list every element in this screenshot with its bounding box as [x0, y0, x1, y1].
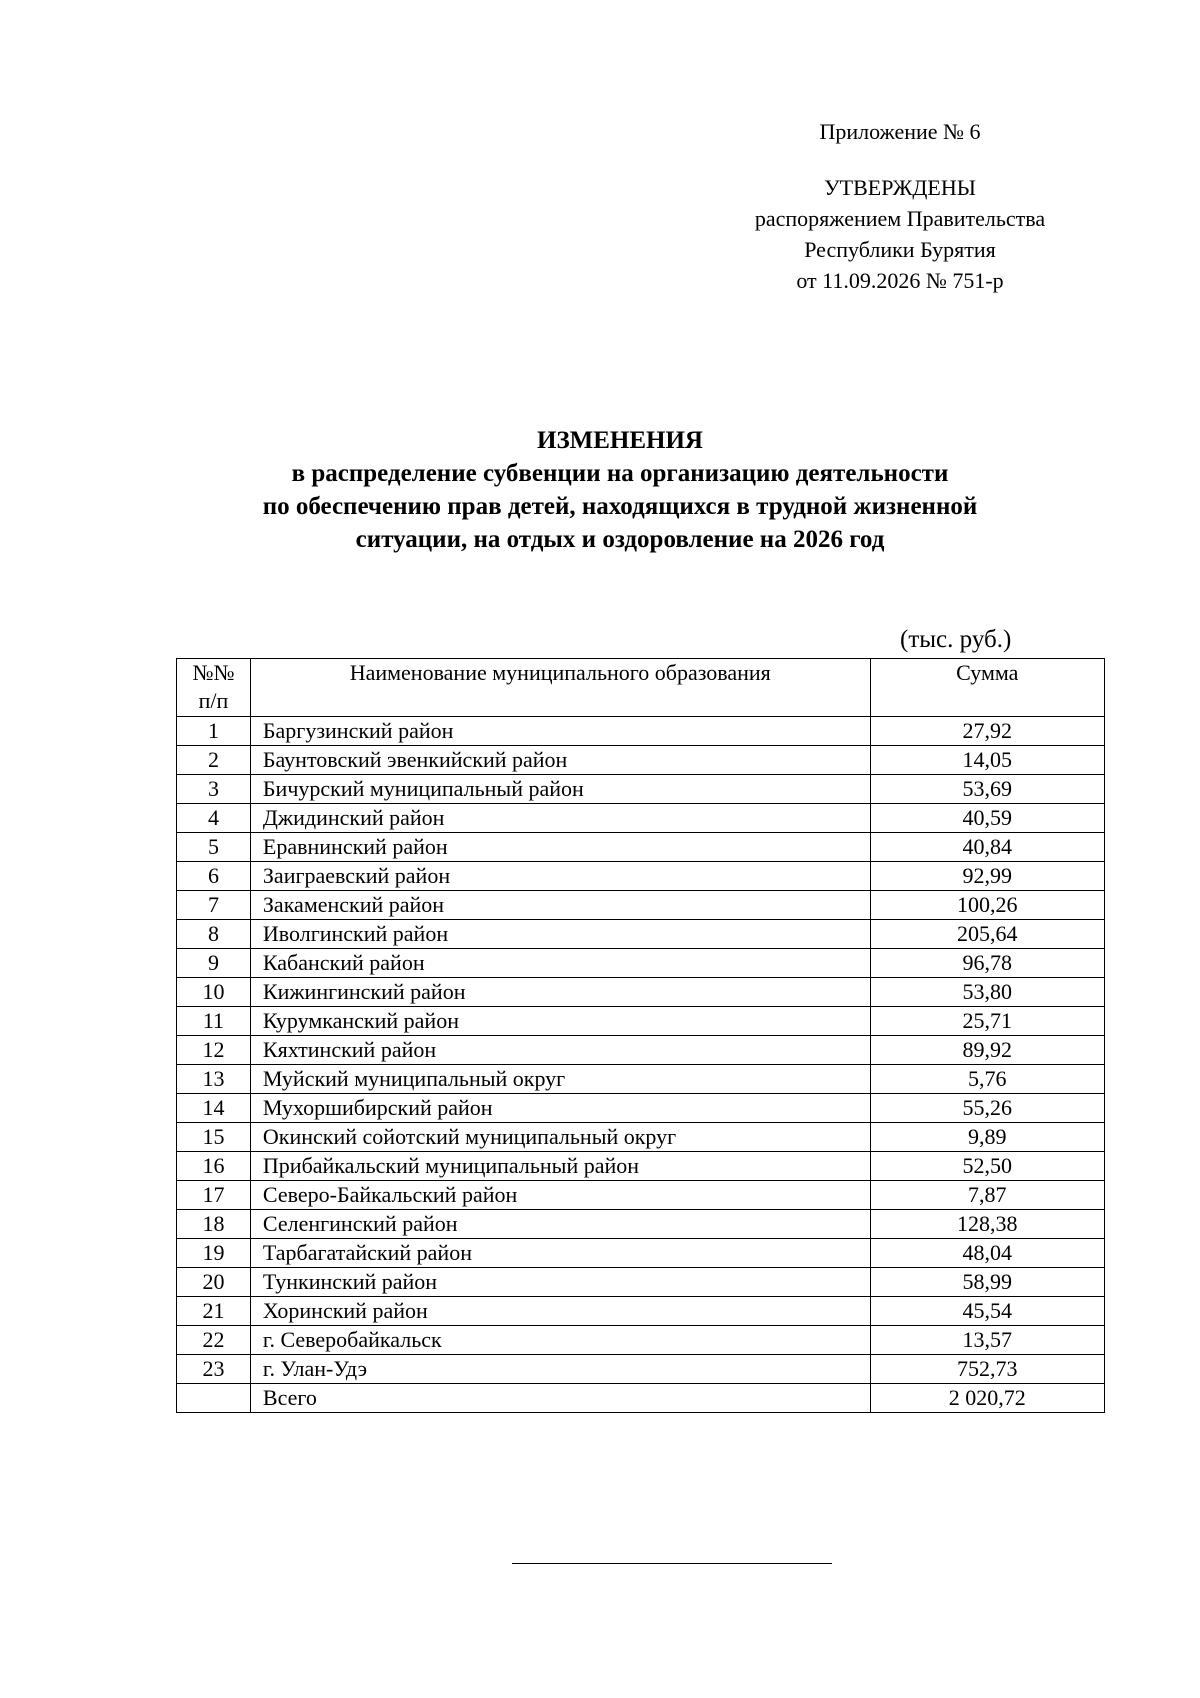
table-row [177, 1007, 1105, 1036]
approval-date-line: от 11.09.2026 № 751-р [796, 268, 1004, 293]
row-num: 3 [177, 775, 251, 804]
title-line-1: ИЗМЕНЕНИЯ [537, 427, 703, 454]
units-label: (тыс. руб.) [900, 626, 1012, 653]
row-sum: 7,87 [870, 1181, 1104, 1210]
table-row [177, 1094, 1105, 1123]
table-row [177, 949, 1105, 978]
table-row [177, 1065, 1105, 1094]
row-sum: 205,64 [870, 920, 1104, 949]
header-num-line-1: №№ [192, 660, 235, 685]
row-sum: 40,84 [870, 833, 1104, 862]
row-num: 23 [177, 1355, 251, 1384]
row-sum: 128,38 [870, 1210, 1104, 1239]
row-num: 15 [177, 1123, 251, 1152]
row-name: Кижингинский район [250, 978, 870, 1007]
row-num: 18 [177, 1210, 251, 1239]
title-line-2: в распределение субвенции на организацию деятельности [291, 460, 949, 487]
row-num: 10 [177, 978, 251, 1007]
row-name: г. Улан-Удэ [250, 1355, 870, 1384]
row-num: 22 [177, 1326, 251, 1355]
row-sum: 45,54 [870, 1297, 1104, 1326]
row-name: Всего [250, 1384, 870, 1413]
header-num-line-2: п/п [198, 688, 229, 713]
row-sum: 13,57 [870, 1326, 1104, 1355]
footer-rule [512, 1563, 832, 1564]
row-num: 7 [177, 891, 251, 920]
approved-by-line-2: Республики Бурятия [804, 237, 996, 262]
row-sum: 58,99 [870, 1268, 1104, 1297]
row-sum: 92,99 [870, 862, 1104, 891]
distribution-table [176, 658, 1105, 1413]
row-num: 14 [177, 1094, 251, 1123]
row-num: 5 [177, 833, 251, 862]
table-row [177, 1210, 1105, 1239]
row-num: 21 [177, 1297, 251, 1326]
table-row [177, 891, 1105, 920]
table-row [177, 978, 1105, 1007]
table-row [177, 1152, 1105, 1181]
approved-by-line-1: распоряжением Правительства [754, 206, 1046, 231]
row-sum: 96,78 [870, 949, 1104, 978]
row-name: Кабанский район [250, 949, 870, 978]
header-name: Наименование муниципального образования [250, 659, 870, 717]
table-row [177, 1355, 1105, 1384]
row-name: Тарбагатайский район [250, 1239, 870, 1268]
header-num [177, 659, 251, 717]
row-name: Кяхтинский район [250, 1036, 870, 1065]
row-sum: 89,92 [870, 1036, 1104, 1065]
header-sum: Сумма [870, 659, 1104, 717]
total-row [177, 1384, 1105, 1413]
title-line-3: по обеспечению прав детей, находящихся в трудной жизненной [262, 493, 978, 520]
table-row [177, 717, 1105, 746]
row-name: Мухоршибирский район [250, 1094, 870, 1123]
row-sum: 53,69 [870, 775, 1104, 804]
row-sum: 25,71 [870, 1007, 1104, 1036]
table-row [177, 833, 1105, 862]
row-sum: 100,26 [870, 891, 1104, 920]
table-row [177, 1181, 1105, 1210]
approval-block [700, 116, 1100, 296]
row-sum: 2 020,72 [870, 1384, 1104, 1413]
row-name: Муйский муниципальный округ [250, 1065, 870, 1094]
row-num: 13 [177, 1065, 251, 1094]
row-name: г. Северобайкальск [250, 1326, 870, 1355]
row-num: 19 [177, 1239, 251, 1268]
title-line-4: ситуации, на отдых и оздоровление на 2026 год [355, 526, 885, 553]
row-name: Иволгинский район [250, 920, 870, 949]
appendix-label: Приложение № 6 [819, 119, 981, 144]
row-sum: 40,59 [870, 804, 1104, 833]
table-row [177, 1326, 1105, 1355]
table-body [177, 717, 1105, 1413]
row-sum: 9,89 [870, 1123, 1104, 1152]
row-sum: 48,04 [870, 1239, 1104, 1268]
row-num: 4 [177, 804, 251, 833]
row-name: Джидинский район [250, 804, 870, 833]
row-num: 20 [177, 1268, 251, 1297]
row-sum: 52,50 [870, 1152, 1104, 1181]
row-name: Еравнинский район [250, 833, 870, 862]
row-sum: 27,92 [870, 717, 1104, 746]
row-num: 12 [177, 1036, 251, 1065]
table-row [177, 920, 1105, 949]
row-num: 6 [177, 862, 251, 891]
row-num: 9 [177, 949, 251, 978]
row-sum: 5,76 [870, 1065, 1104, 1094]
row-name: Окинский сойотский муниципальный округ [250, 1123, 870, 1152]
row-name: Хоринский район [250, 1297, 870, 1326]
table-row [177, 1239, 1105, 1268]
row-num: 2 [177, 746, 251, 775]
row-name: Прибайкальский муниципальный район [250, 1152, 870, 1181]
table-row [177, 862, 1105, 891]
table-row [177, 775, 1105, 804]
row-name: Бичурский муниципальный район [250, 775, 870, 804]
table-row [177, 804, 1105, 833]
table-row [177, 746, 1105, 775]
row-sum: 53,80 [870, 978, 1104, 1007]
approved-label: УТВЕРЖДЕНЫ [824, 175, 976, 200]
table-row [177, 1036, 1105, 1065]
row-num: 8 [177, 920, 251, 949]
row-num: 1 [177, 717, 251, 746]
row-sum: 55,26 [870, 1094, 1104, 1123]
row-num: 11 [177, 1007, 251, 1036]
row-sum: 752,73 [870, 1355, 1104, 1384]
row-num [177, 1384, 251, 1413]
row-name: Баргузинский район [250, 717, 870, 746]
row-name: Тункинский район [250, 1268, 870, 1297]
row-name: Закаменский район [250, 891, 870, 920]
document-title [100, 424, 1140, 556]
row-name: Северо-Байкальский район [250, 1181, 870, 1210]
table-row [177, 1297, 1105, 1326]
row-num: 17 [177, 1181, 251, 1210]
row-name: Селенгинский район [250, 1210, 870, 1239]
table-header-row [177, 659, 1105, 717]
row-name: Баунтовский эвенкийский район [250, 746, 870, 775]
row-sum: 14,05 [870, 746, 1104, 775]
row-name: Заиграевский район [250, 862, 870, 891]
table-row [177, 1123, 1105, 1152]
row-num: 16 [177, 1152, 251, 1181]
row-name: Курумканский район [250, 1007, 870, 1036]
table-row [177, 1268, 1105, 1297]
